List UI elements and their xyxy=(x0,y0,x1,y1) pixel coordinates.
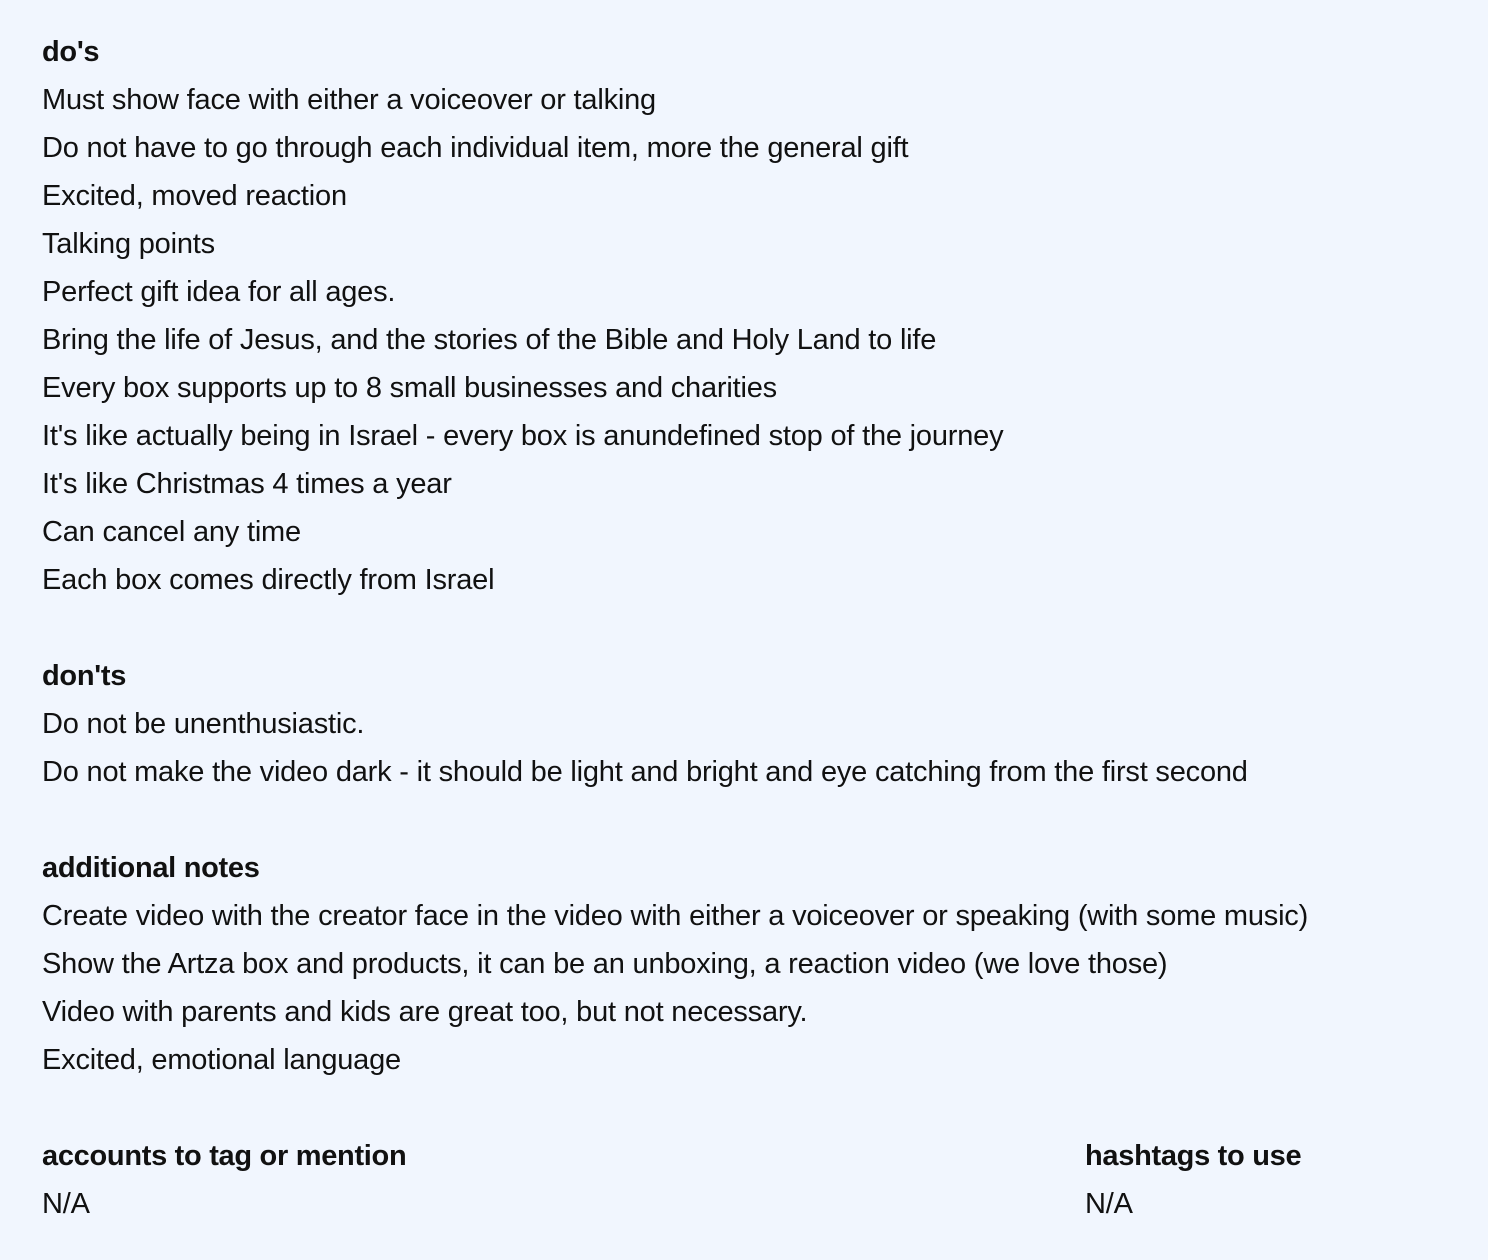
dos-item: Can cancel any time xyxy=(42,516,301,548)
accounts-value: N/A xyxy=(42,1188,90,1220)
dos-item: It's like actually being in Israel - every box is anundefined stop of the journey xyxy=(42,420,1004,452)
additional-notes-heading: additional notes xyxy=(42,852,260,884)
donts-item: Do not be unenthusiastic. xyxy=(42,708,365,740)
notes-item: Excited, emotional language xyxy=(42,1044,401,1076)
hashtags-heading: hashtags to use xyxy=(1085,1140,1302,1172)
hashtags-value: N/A xyxy=(1085,1188,1133,1220)
accounts-section xyxy=(42,1132,406,1228)
dos-item: Every box supports up to 8 small businesses and charities xyxy=(42,372,777,404)
dos-item: It's like Christmas 4 times a year xyxy=(42,468,452,500)
notes-item: Show the Artza box and products, it can be an unboxing, a reaction video (we love those) xyxy=(42,948,1168,980)
additional-notes-section xyxy=(42,844,1308,1084)
dos-item: Do not have to go through each individual item, more the general gift xyxy=(42,132,909,164)
dos-item: Talking points xyxy=(42,228,215,260)
dos-heading: do's xyxy=(42,36,100,68)
dos-item: Excited, moved reaction xyxy=(42,180,347,212)
dos-item: Must show face with either a voiceover or talking xyxy=(42,84,656,116)
notes-item: Video with parents and kids are great too, but not necessary. xyxy=(42,996,808,1028)
donts-item: Do not make the video dark - it should be light and bright and eye catching from the first second xyxy=(42,756,1248,788)
donts-section xyxy=(42,652,1248,796)
dos-section xyxy=(42,28,1003,604)
dos-item: Bring the life of Jesus, and the stories of the Bible and Holy Land to life xyxy=(42,324,937,356)
donts-heading: don'ts xyxy=(42,660,127,692)
dos-item: Each box comes directly from Israel xyxy=(42,564,495,596)
dos-item: Perfect gift idea for all ages. xyxy=(42,276,396,308)
accounts-heading: accounts to tag or mention xyxy=(42,1140,407,1172)
notes-item: Create video with the creator face in the video with either a voiceover or speaking (with some music) xyxy=(42,900,1309,932)
hashtags-section xyxy=(1085,1132,1301,1228)
